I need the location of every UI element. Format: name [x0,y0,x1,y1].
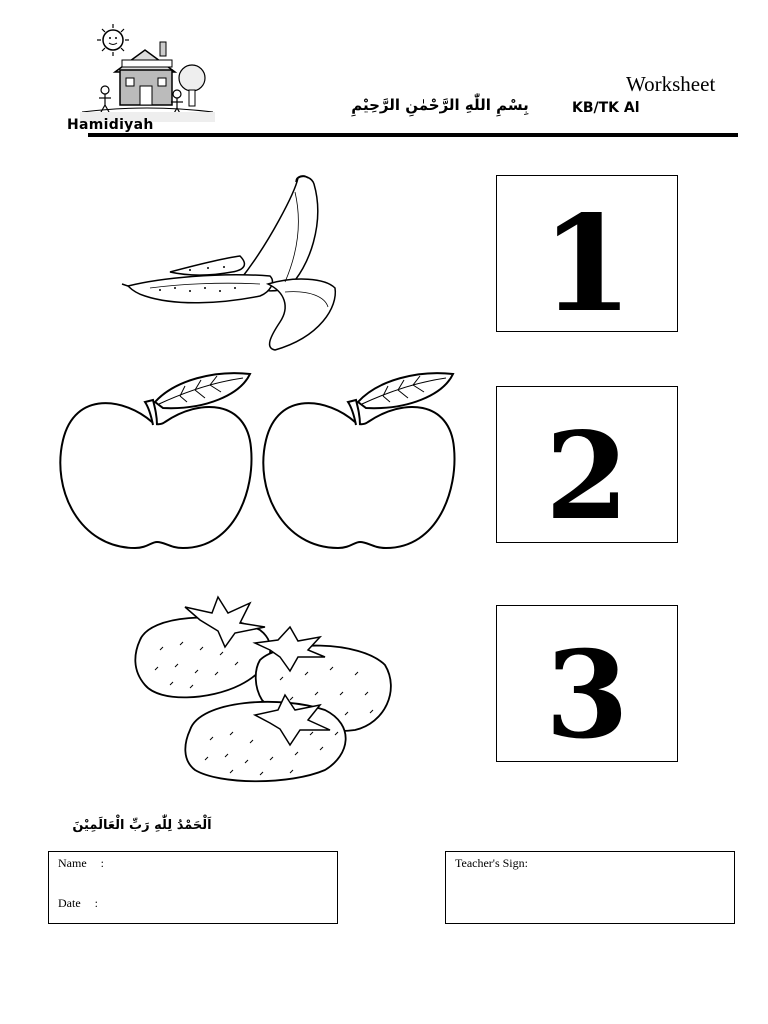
class-label: KB/TK Al [572,100,640,116]
number-2: 2 [545,406,629,547]
banana-illustration [120,172,350,357]
hamdalah-text: اَلْحَمْدُ لِلّٰهِ رَبِّ الْعَالَمِيْنَ [72,818,212,833]
name-colon: : [100,856,104,870]
number-3: 3 [545,625,629,766]
teacher-sign-label: Teacher's Sign: [455,856,528,870]
number-box-3 [496,605,678,766]
number-box-1 [496,175,678,342]
teacher-sign-box[interactable] [445,851,735,924]
date-colon: : [94,896,98,910]
apple-illustration-1 [55,370,260,555]
name-label: Name [58,856,87,870]
strawberries-illustration [130,595,400,790]
header-divider [88,133,738,137]
school-name: Hamidiyah [67,117,154,133]
number-1: 1 [541,187,633,342]
worksheet-title: Worksheet [626,72,716,96]
student-info-box [48,851,338,924]
date-field[interactable] [58,896,98,911]
school-logo [80,20,215,125]
basmala-text: بِسْمِ اللّٰهِ الرَّحْمٰنِ الرَّحِيْمِ [351,96,529,114]
name-field[interactable] [58,856,104,871]
apple-illustration-2 [258,370,463,555]
number-box-2 [496,386,678,547]
date-label: Date [58,896,81,910]
